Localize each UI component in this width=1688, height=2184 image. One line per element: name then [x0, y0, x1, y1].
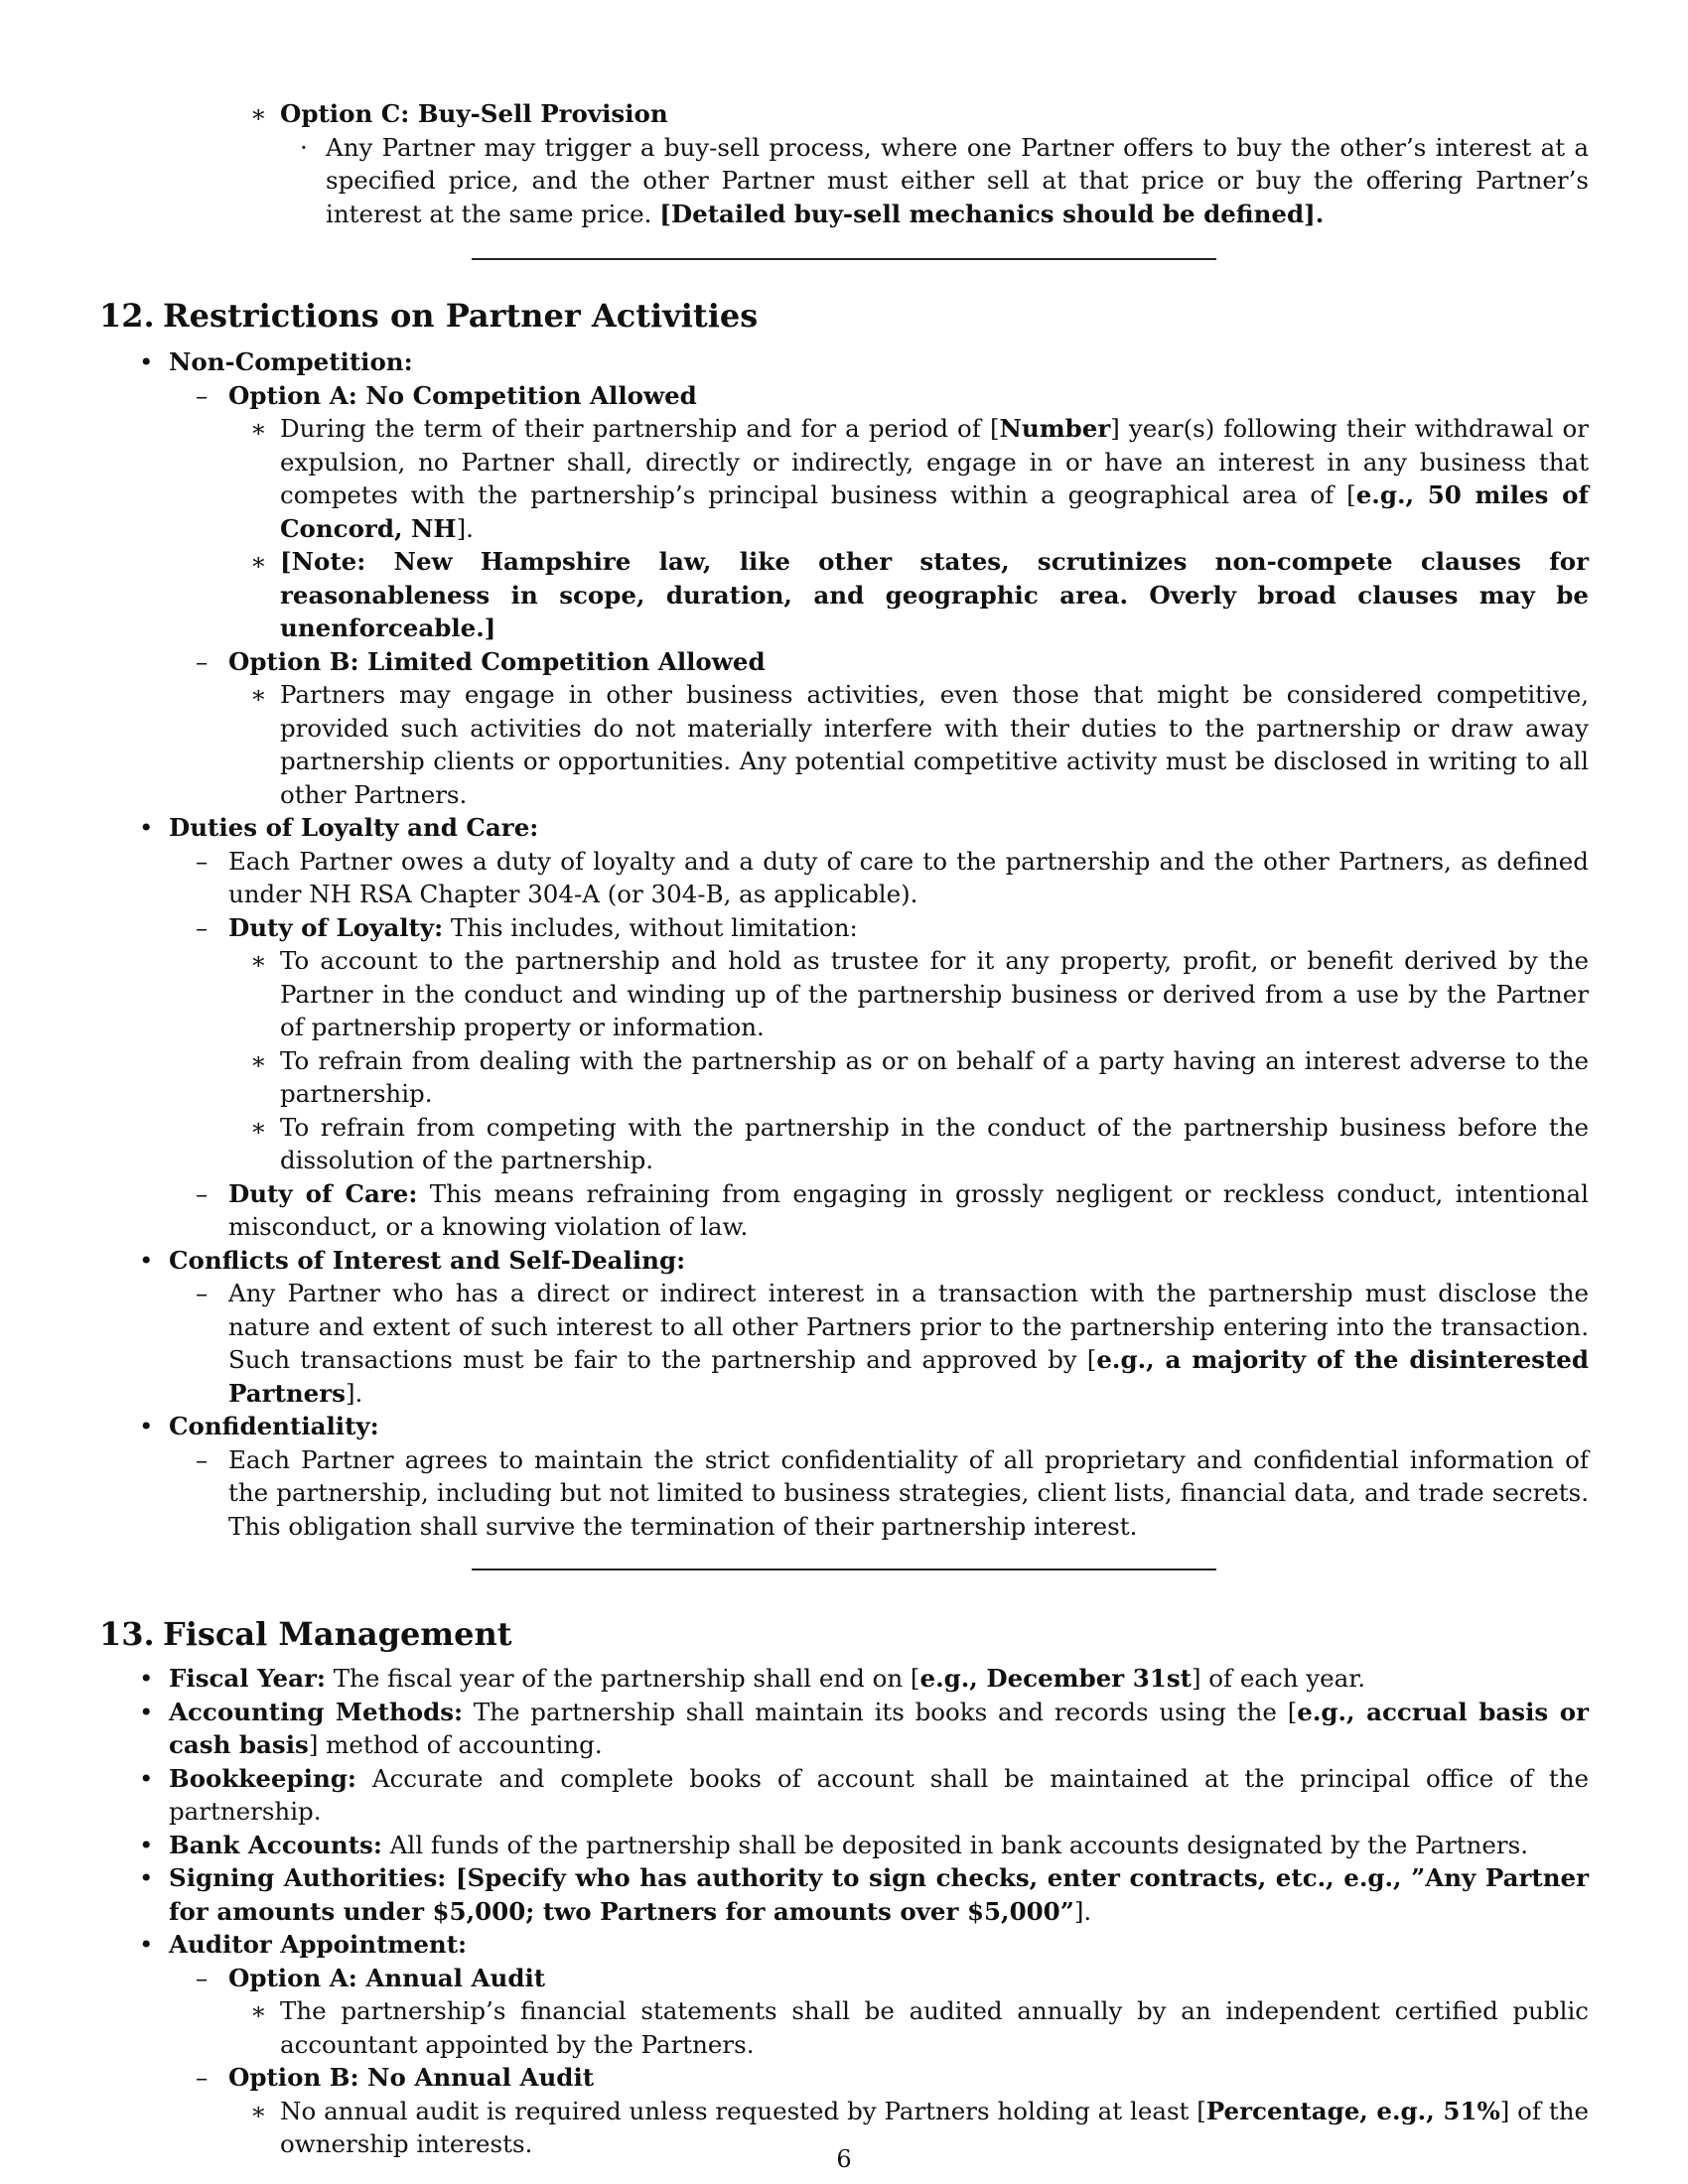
page-content: [99, 97, 1589, 2161]
bookkeeping-label: Bookkeeping:: [169, 1763, 356, 1793]
text-run: No annual audit is required unless requested by Partners holding at least [: [280, 2096, 1206, 2125]
audit-option-a-item: [99, 1962, 1589, 1995]
asterisk-bullet: ∗: [250, 1045, 267, 1075]
bullet: •: [139, 1245, 154, 1275]
fiscal-year-label: Fiscal Year:: [169, 1664, 326, 1693]
duties-label: Duties of Loyalty and Care:: [169, 813, 539, 842]
loyalty-point-3: [99, 1111, 1589, 1177]
asterisk-bullet: ∗: [250, 1996, 267, 2025]
loyalty-label: Duty of Loyalty:: [228, 912, 444, 942]
text-run: ].: [456, 513, 474, 543]
bullet: •: [139, 1697, 154, 1726]
bullet: •: [139, 813, 154, 842]
asterisk-bullet: ∗: [250, 680, 267, 709]
audit-option-a-title: Option A: Annual Audit: [228, 1963, 546, 1992]
option-a-item: [99, 379, 1589, 413]
text-run: To account to the partnership and hold as trustee for it any property, profit, or benefit derived by the Partner in the conduct and winding up of the partnership business or derived from a use by the Partner of partnership property or information.: [280, 946, 1589, 1041]
asterisk-bullet: ∗: [250, 946, 267, 975]
dash-bullet: –: [196, 846, 209, 876]
signing-authorities-label: Signing Authorities:: [169, 1863, 447, 1892]
dash-bullet: –: [196, 380, 209, 410]
audit-option-a-text: [99, 1994, 1589, 2061]
text-run: This includes, without limitation:: [443, 912, 858, 942]
bullet: •: [139, 1412, 154, 1440]
placeholder-date: e.g., December 31st: [919, 1664, 1192, 1693]
confidentiality-text: [99, 1443, 1589, 1544]
auditor-label: Auditor Appointment:: [169, 1930, 468, 1959]
section-13-title: Fiscal Management: [163, 1615, 512, 1653]
option-a-note: [99, 545, 1589, 645]
bullet: •: [139, 1763, 154, 1793]
text-run: ] method of accounting.: [308, 1730, 603, 1759]
text-run: During the term of their partnership and for a period of [: [280, 414, 1000, 443]
dash-bullet: –: [196, 1279, 209, 1307]
bullet: •: [139, 1863, 154, 1892]
dash-bullet: –: [196, 646, 209, 676]
conflicts-text: [99, 1277, 1589, 1410]
section-13-heading: [99, 1614, 1589, 1654]
fiscal-year-item: [99, 1662, 1589, 1696]
bank-accounts-item: [99, 1829, 1589, 1862]
placeholder-percentage: Percentage, e.g., 51%: [1205, 2096, 1500, 2125]
option-b-title: Option B: Limited Competition Allowed: [228, 646, 766, 676]
dash-bullet: –: [196, 2063, 209, 2092]
accounting-methods-item: [99, 1696, 1589, 1762]
noncompetition-label: Non-Competition:: [169, 347, 413, 376]
duties-item: [99, 811, 1589, 845]
confidentiality-label: Confidentiality:: [169, 1412, 379, 1440]
placeholder-area: e.g., 50 miles of Concord, NH: [280, 480, 1589, 543]
section-12-heading: [99, 296, 1589, 336]
nh-law-note: [Note: New Hampshire law, like other states, scrutinizes non-compete clauses for reasonableness in scope, duration, and geographic area. Overly broad clauses may be unenforceable.]: [280, 547, 1589, 642]
option-c-text: Any Partner may trigger a buy-sell process, where one Partner offers to buy the other’s interest at a specified price, and the other Partner must either sell at that price or buy the offering Partner’s interest at the same price.: [326, 132, 1589, 228]
care-label: Duty of Care:: [228, 1178, 418, 1208]
placeholder-basis: e.g., accrual basis or cash basis: [169, 1697, 1589, 1759]
duties-text: [99, 845, 1589, 911]
auditor-item: [99, 1928, 1589, 1962]
section-divider: [472, 258, 1216, 260]
placeholder-signing: [Specify who has authority to sign checks, enter contracts, etc., e.g., ”Any Partner for amounts under $5,000; two Partners for amounts over $5,000”: [169, 1863, 1590, 1926]
loyalty-item: [99, 911, 1589, 945]
text-run: Accurate and complete books of account shall be maintained at the principal office of the partnership.: [169, 1763, 1589, 1826]
option-c-title: Option C: Buy-Sell Provision: [280, 99, 668, 128]
text-run: Any Partner who has a direct or indirect interest in a transaction with the partnership must disclose the nature and extent of such interest to all other Partners prior to the partnership entering into the transaction. Such transactions must be fair to the partnership and approved by [: [228, 1279, 1589, 1374]
dash-bullet: –: [196, 912, 209, 942]
text-run: The partnership shall maintain its books and records using the [: [463, 1697, 1298, 1726]
text-run: Each Partner owes a duty of loyalty and a duty of care to the partnership and the other Partners, as defined under NH RSA Chapter 304-A (or 304-B, as applicable).: [228, 846, 1589, 908]
care-item: [99, 1177, 1589, 1244]
option-c-item: [99, 97, 1589, 131]
bullet: •: [139, 1930, 154, 1959]
text-run: To refrain from competing with the partnership in the conduct of the partnership business before the dissolution of the partnership.: [280, 1112, 1589, 1174]
asterisk-bullet: ∗: [250, 547, 267, 576]
option-a-text: [99, 412, 1589, 545]
bookkeeping-item: [99, 1762, 1589, 1829]
text-run: ] year(s) following their withdrawal or expulsion, no Partner shall, directly or indirectly, engage in or have an interest in any business that competes with the partnership’s principal business within a geographical area of [: [280, 414, 1590, 509]
asterisk-bullet: ∗: [250, 1112, 267, 1142]
option-a-title: Option A: No Competition Allowed: [228, 380, 697, 410]
text-run: To refrain from dealing with the partnership as or on behalf of a party having an interest adverse to the partnership.: [280, 1045, 1589, 1108]
bullet: •: [139, 1830, 154, 1859]
audit-option-b-title: Option B: No Annual Audit: [228, 2063, 595, 2092]
audit-option-b-item: [99, 2061, 1589, 2095]
bullet: •: [139, 347, 154, 376]
page-number: 6: [836, 2145, 852, 2173]
text-run: ].: [345, 1378, 363, 1408]
section-12-number: 12.: [99, 297, 155, 335]
placeholder-approval: e.g., a majority of the disinterested Partners: [228, 1345, 1589, 1408]
noncompetition-item: [99, 345, 1589, 379]
option-b-item: [99, 645, 1589, 679]
asterisk-bullet: ∗: [250, 414, 267, 443]
dash-bullet: –: [196, 1963, 209, 1992]
section-13-number: 13.: [99, 1615, 155, 1653]
placeholder-number: Number: [999, 414, 1111, 443]
bullet: •: [139, 1664, 154, 1693]
dash-bullet: –: [196, 1178, 209, 1208]
asterisk-bullet: ∗: [250, 99, 267, 128]
text-run: All funds of the partnership shall be deposited in bank accounts designated by the Partners.: [381, 1830, 1528, 1859]
asterisk-bullet: ∗: [250, 2096, 267, 2125]
text-run: This means refraining from engaging in grossly negligent or reckless conduct, intentional misconduct, or a knowing violation of law.: [228, 1178, 1590, 1241]
text-run: ] of each year.: [1191, 1664, 1366, 1693]
loyalty-point-1: [99, 944, 1589, 1044]
option-c-detail: [99, 131, 1589, 231]
conflicts-item: [99, 1244, 1589, 1278]
dot-bullet: ·: [300, 132, 308, 162]
accounting-methods-label: Accounting Methods:: [169, 1697, 464, 1726]
text-run: Each Partner agrees to maintain the strict confidentiality of all proprietary and confidential information of the partnership, including but not limited to business strategies, client lists, financial data, and trade secrets. This obligation shall survive the termination of their partnership interest.: [228, 1444, 1589, 1541]
bank-accounts-label: Bank Accounts:: [169, 1830, 382, 1859]
text-run: The partnership’s financial statements shall be audited annually by an independent certified public accountant appointed by the Partners.: [280, 1996, 1589, 2059]
option-b-text: [99, 678, 1589, 811]
signing-authorities-item: [99, 1861, 1589, 1928]
text-run: Partners may engage in other business activities, even those that might be considered competitive, provided such activities do not materially interfere with their duties to the partnership or draw away partnership clients or opportunities. Any potential competitive activity must be disclosed in writing to all other Partners.: [280, 680, 1589, 809]
conflicts-label: Conflicts of Interest and Self-Dealing:: [169, 1245, 686, 1275]
text-run: The fiscal year of the partnership shall end on [: [325, 1664, 920, 1693]
text-run: ].: [1073, 1896, 1092, 1926]
confidentiality-item: [99, 1410, 1589, 1443]
text-run: ] of the ownership interests.: [280, 2096, 1589, 2158]
option-c-note: [Detailed buy-sell mechanics should be defined].: [659, 199, 1325, 228]
dash-bullet: –: [196, 1444, 209, 1474]
loyalty-point-2: [99, 1044, 1589, 1111]
section-divider: [472, 1569, 1216, 1570]
section-12-title: Restrictions on Partner Activities: [163, 297, 759, 335]
